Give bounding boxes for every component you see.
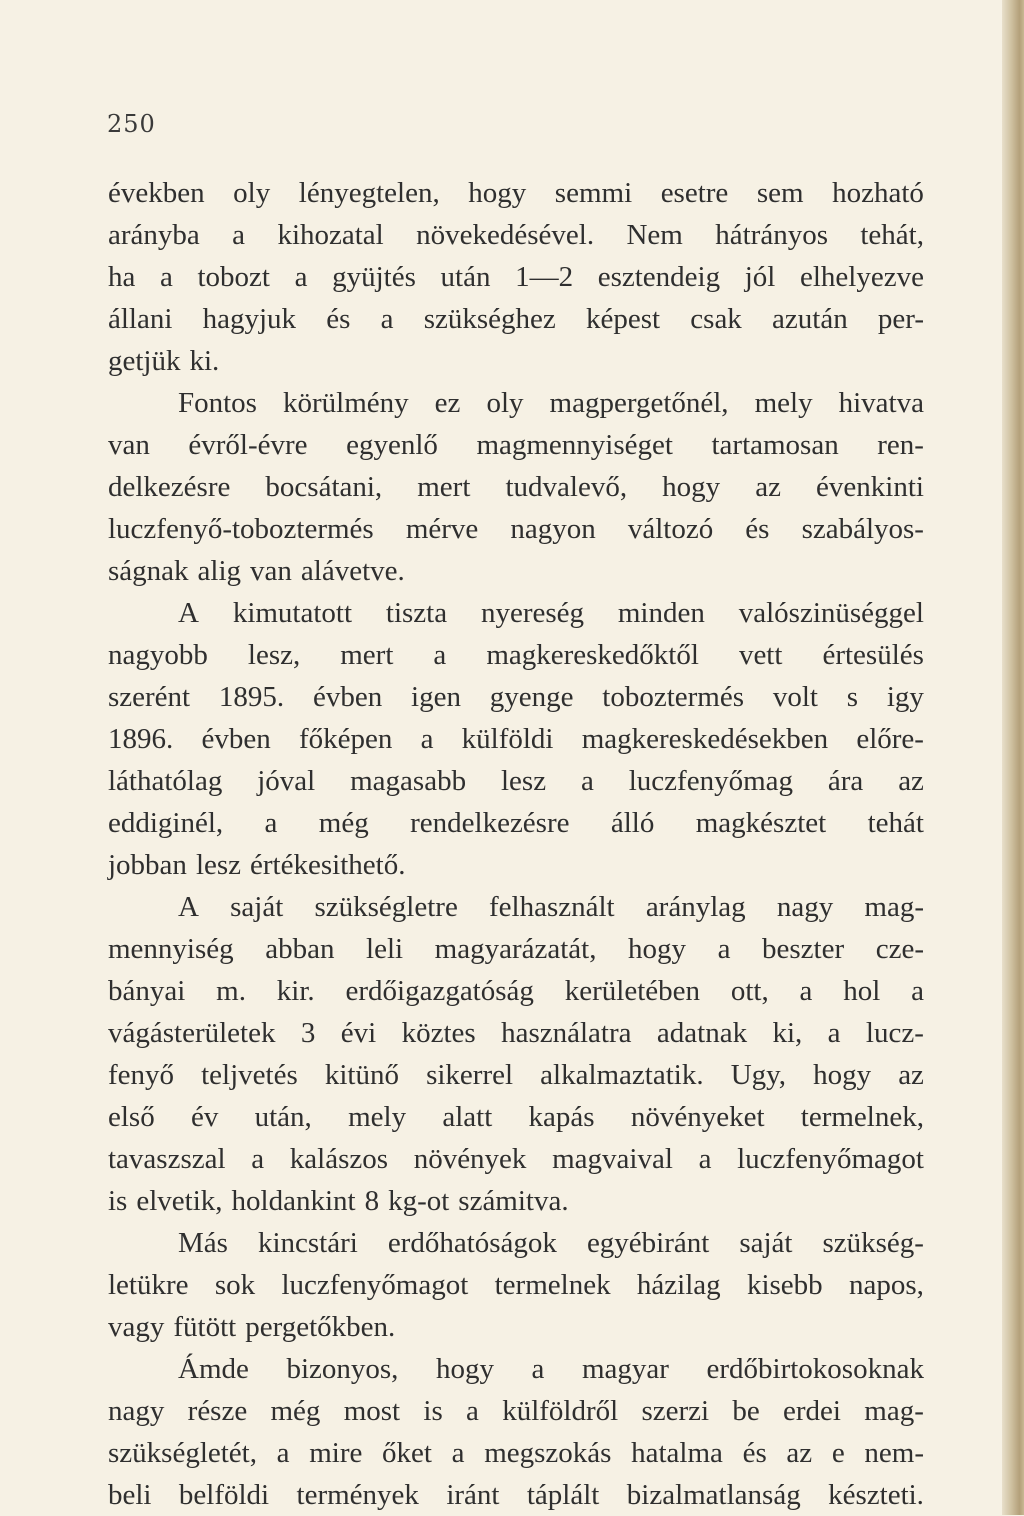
text-line: mennyiség abban leli magyarázatát, hogy a beszter cze- bbox=[108, 933, 924, 965]
text-line: ságnak alig van alávetve. bbox=[108, 555, 405, 587]
book-spine-edge bbox=[1002, 0, 1024, 1515]
text-line: ha a tobozt a gyüjtés után 1—2 esztendeig jól elhelyezve bbox=[108, 261, 924, 293]
text-line: eddiginél, a még rendelkezésre álló magkésztet tehát bbox=[108, 807, 924, 839]
text-line: szükségletét, a mire őket a megszokás hatalma és az e nem- bbox=[108, 1437, 924, 1469]
text-line: nagy része még most is a külföldről szerzi be erdei mag- bbox=[108, 1395, 924, 1427]
text-line: Ámde bizonyos, hogy a magyar erdőbirtokosoknak bbox=[178, 1353, 924, 1385]
text-line: A saját szükségletre felhasznált aránylag nagy mag- bbox=[178, 891, 924, 923]
text-line: nagyobb lesz, mert a magkereskedőktől vett értesülés bbox=[108, 639, 924, 671]
text-line: Fontos körülmény ez oly magpergetőnél, mely hivatva bbox=[178, 387, 924, 419]
text-line: getjük ki. bbox=[108, 345, 220, 377]
text-line: 1896. évben főképen a külföldi magkereskedésekben előre- bbox=[108, 723, 924, 755]
text-line: jobban lesz értékesithető. bbox=[108, 849, 406, 881]
text-line: letükre sok luczfenyőmagot termelnek házilag kisebb napos, bbox=[108, 1269, 924, 1301]
text-line: tavaszszal a kalászos növények magvaival a luczfenyőmagot bbox=[108, 1143, 924, 1175]
text-line: delkezésre bocsátani, mert tudvalevő, hogy az évenkinti bbox=[108, 471, 924, 503]
text-line: években oly lényegtelen, hogy semmi esetre sem hozható bbox=[108, 177, 924, 209]
text-line: luczfenyő-toboztermés mérve nagyon változó és szabályos- bbox=[108, 513, 924, 545]
text-line: láthatólag jóval magasabb lesz a luczfenyőmag ára az bbox=[108, 765, 924, 797]
text-line: állani hagyjuk és a szükséghez képest csak azután per- bbox=[108, 303, 924, 335]
text-line: A kimutatott tiszta nyereség minden valószinüséggel bbox=[178, 597, 924, 629]
text-line: bányai m. kir. erdőigazgatóság kerületében ott, a hol a bbox=[108, 975, 924, 1007]
text-line: első év után, mely alatt kapás növényeket termelnek, bbox=[108, 1101, 924, 1133]
text-line: is elvetik, holdankint 8 kg-ot számitva. bbox=[108, 1185, 569, 1217]
text-line: arányba a kihozatal növekedésével. Nem hátrányos tehát, bbox=[108, 219, 924, 251]
text-line: vagy fütött pergetőkben. bbox=[108, 1311, 396, 1343]
text-line: fenyő teljvetés kitünő sikerrel alkalmaztatik. Ugy, hogy az bbox=[108, 1059, 924, 1091]
body-text bbox=[108, 172, 924, 1516]
text-line: Más kincstári erdőhatóságok egyébiránt saját szükség- bbox=[178, 1227, 924, 1259]
page-number: 250 bbox=[107, 110, 156, 138]
text-line: szerént 1895. évben igen gyenge toboztermés volt s igy bbox=[108, 681, 924, 713]
text-line: vágásterületek 3 évi köztes használatra adatnak ki, a lucz- bbox=[108, 1017, 924, 1049]
text-line: beli belföldi termények iránt táplált bizalmatlanság készteti. bbox=[108, 1479, 924, 1511]
text-line: van évről-évre egyenlő magmennyiséget tartamosan ren- bbox=[108, 429, 924, 461]
